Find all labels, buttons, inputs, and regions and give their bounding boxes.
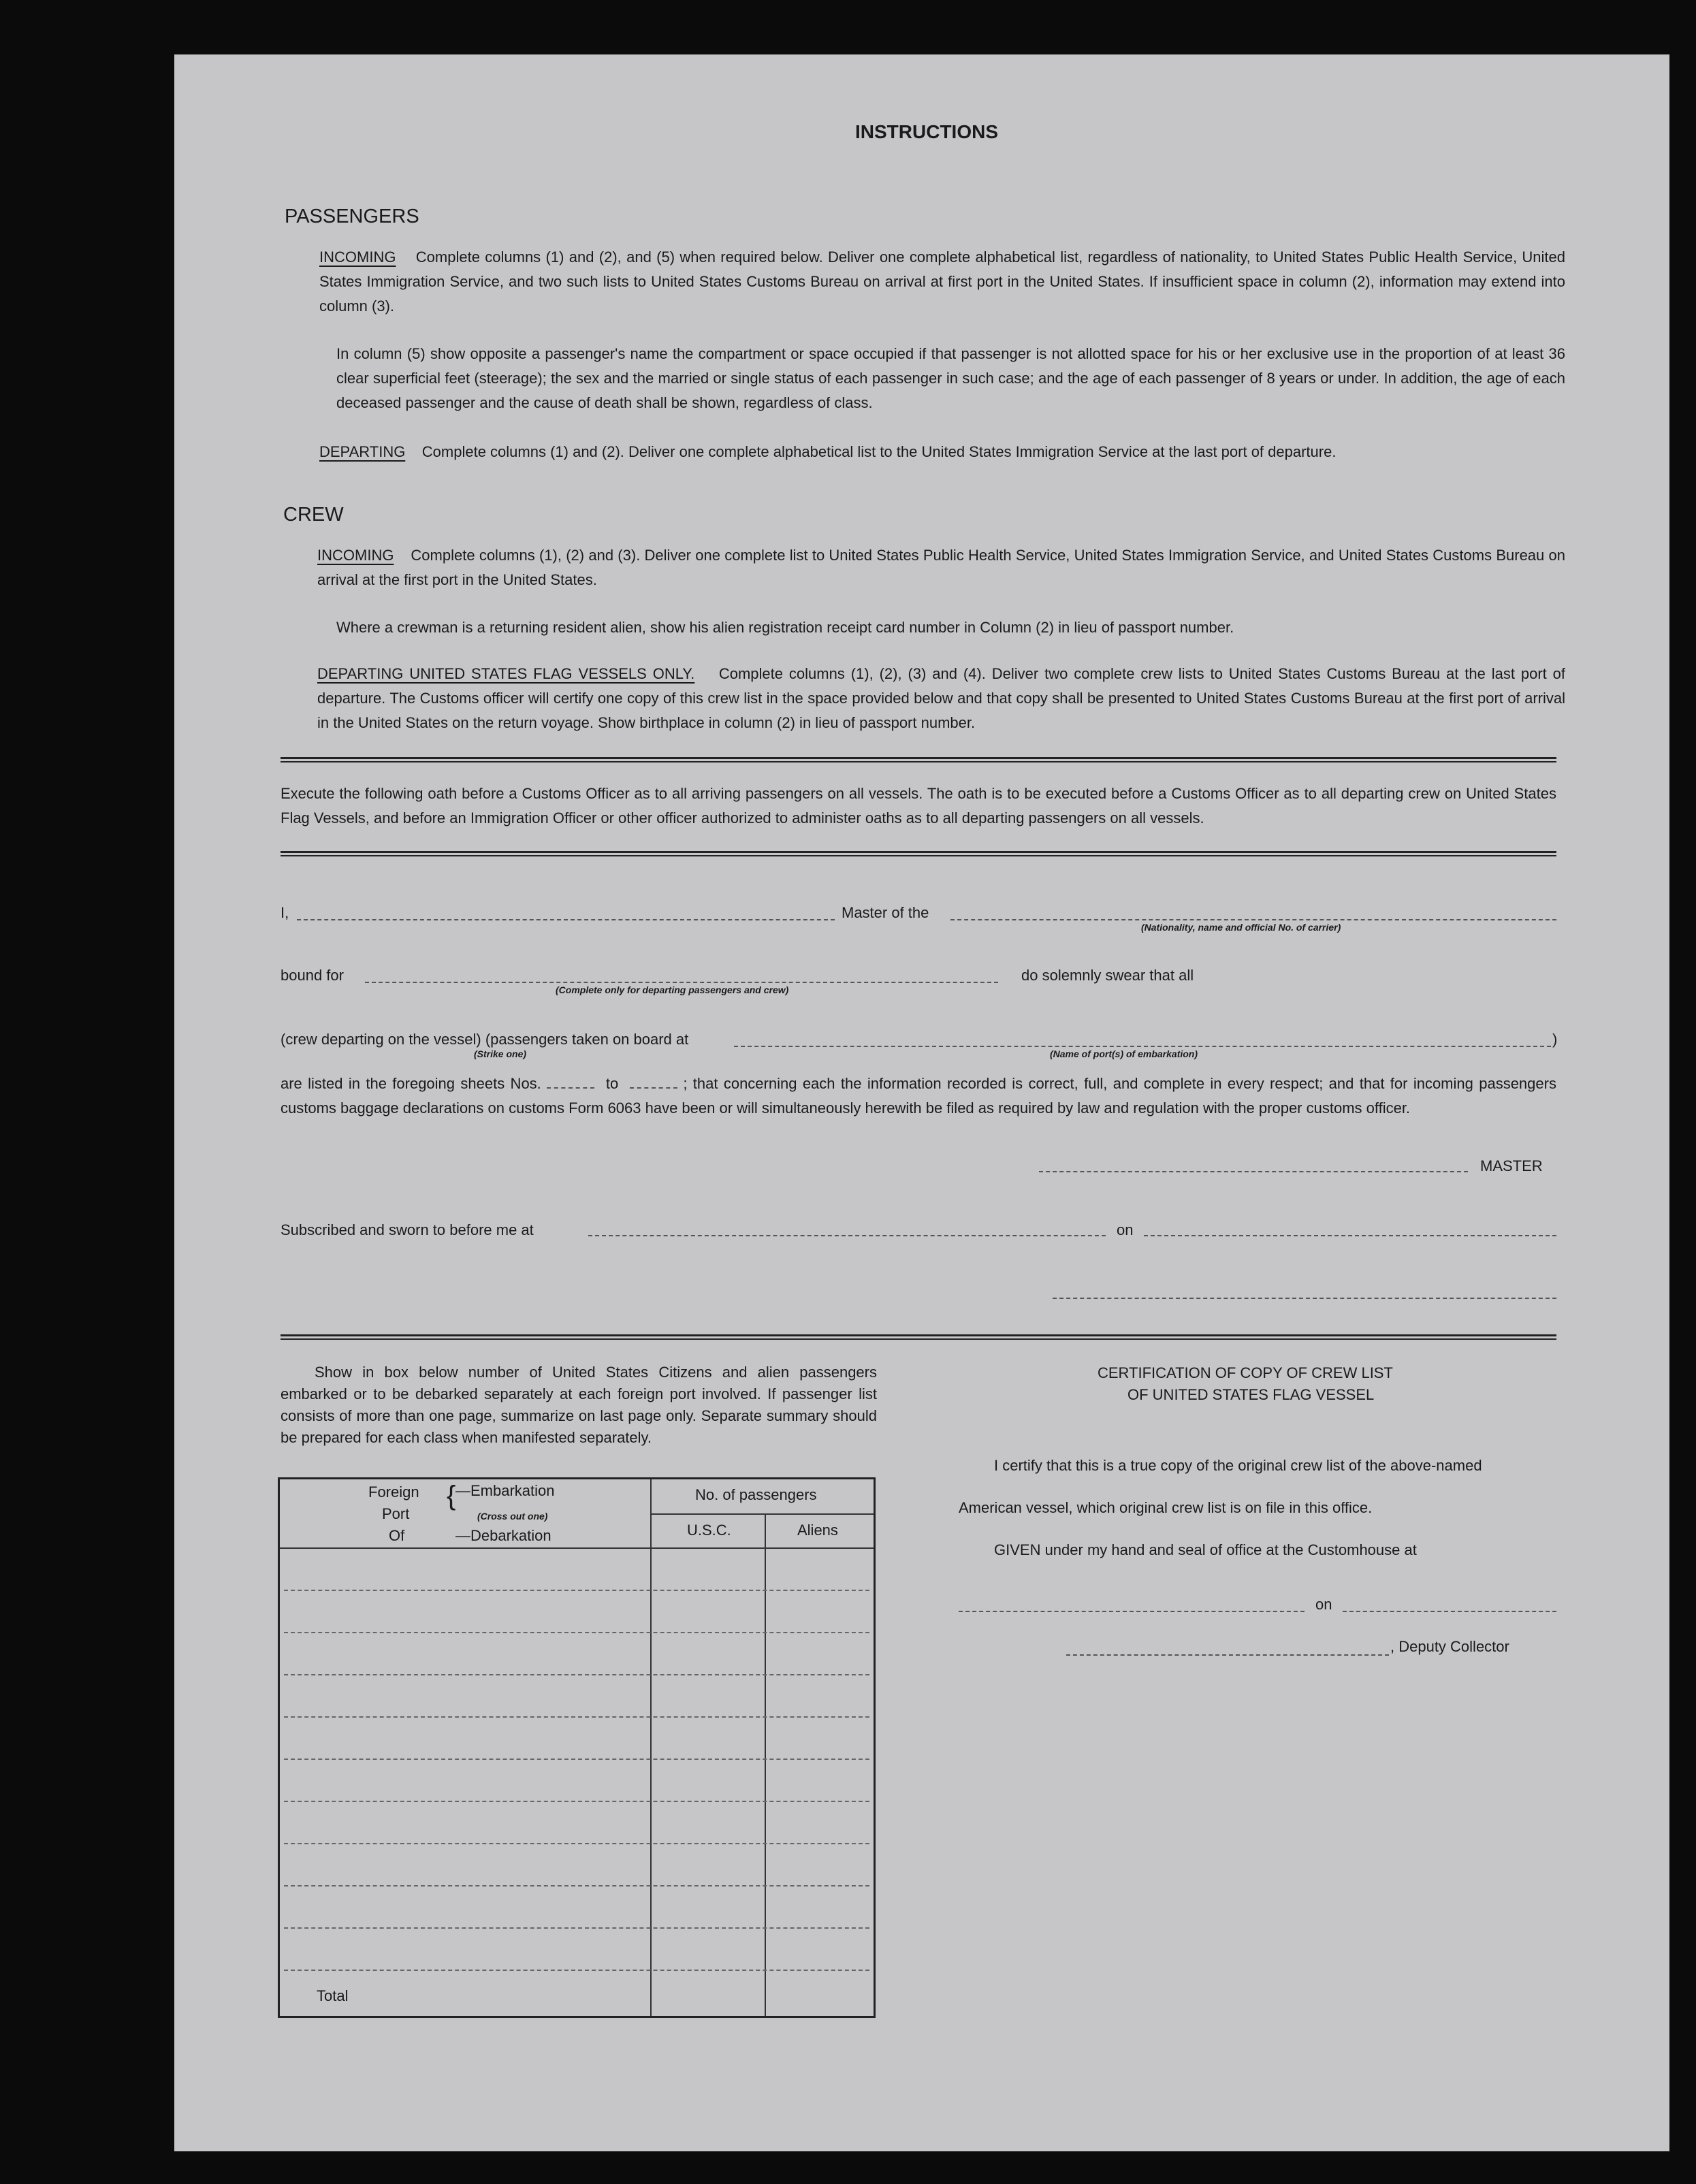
certification-line1: I certify that this is a true copy of the original crew list of the above-named [994,1457,1482,1474]
swear-label: do solemnly swear that all [1021,967,1194,984]
passengers-incoming-para2: In column (5) show opposite a passenger's name the compartment or space occupied if that passenger is not allotted space for his or her exclusive use in the proportion of at least 36 clear superficial feet (steerage); the sex and the married or single status of each passenger in such case; and the age of each passenger of 8 years or under. In addition, the age of each deceased passenger and the cause of death shall be shown, regardless of class. [336,345,1565,411]
port-note: (Name of port(s) of embarkation) [1050,1048,1198,1059]
section-divider [281,1334,1556,1340]
table-row[interactable] [284,1716,869,1718]
table-row[interactable] [284,1759,869,1760]
certification-on-label: on [1315,1596,1332,1613]
crew-incoming-paragraph [317,543,1565,592]
passengers-departing-label: DEPARTING [319,443,406,460]
table-row[interactable] [284,1970,869,1971]
deputy-signature-field[interactable] [1066,1654,1389,1656]
cross-out-note: (Cross out one) [477,1511,548,1522]
passengers-departing-paragraph [319,440,1565,464]
form-page [174,54,1669,2151]
crew-departing-text: Complete columns (1), (2), (3) and (4). Deliver two complete crew lists to United States Customs Bureau at the last port of departure. The Customs officer will certify one copy of this crew list in the space provided below and that copy shall be presented to United States Customs Bureau at the first port of arrival in the United States on the return voyage. Show birthplace in column (2) in lieu of passport number. [317,665,1565,731]
passengers-incoming-text: Complete columns (1) and (2), and (5) when required below. Deliver one complete alphabetical list, regardless of nationality, to United States Public Health Service, United States Immigration Service, and two such lists to United States Customs Bureau on arrival at first port in the United States. If insufficient space in column (2), information may extend into column (3). [319,248,1565,315]
sworn-on-label: on [1117,1221,1134,1238]
table-row[interactable] [284,1632,869,1633]
embarkation-label: —Embarkation [455,1482,555,1499]
crew-incoming-para2: Where a crewman is a returning resident alien, show his alien registration receipt card number in Column (2) in lieu of passport number. [336,619,1234,636]
total-label: Total [317,1987,349,2004]
oath-instructions: Execute the following oath before a Customs Officer as to all arriving passengers on all vessels. The oath is to be executed before a Customs Officer as to all departing crew on United States Flag Vessels, and before an Immigration Officer or other officer authorized to administer oaths as to all departing passengers on all vessels. [281,785,1556,826]
listed-paragraph [281,1072,1556,1121]
table-row[interactable] [284,1927,869,1929]
certification-date-field[interactable] [1343,1611,1556,1612]
master-name-field[interactable] [297,919,835,920]
to-label: to [605,1075,619,1092]
column-divider [765,1513,766,2016]
passenger-summary-table [278,1477,876,2018]
header-divider [650,1513,874,1515]
bound-for-label: bound for [281,967,344,984]
table-row[interactable] [284,1885,869,1886]
strike-one-note: (Strike one) [474,1048,527,1059]
crew-departing-paragraph [317,662,1565,735]
passengers-incoming-label: INCOMING [319,248,396,266]
customhouse-field[interactable] [959,1611,1305,1612]
passengers-heading: PASSENGERS [285,206,419,227]
close-paren: ) [1552,1031,1558,1048]
oath-i-label: I, [281,904,289,921]
crew-incoming-text: Complete columns (1), (2) and (3). Deliver one complete list to United States Public Health Service, United States Immigration Service, and United States Customs Bureau on arrival at the first port in the United States. [317,547,1565,588]
deputy-collector-label: , Deputy Collector [1390,1638,1509,1655]
carrier-field[interactable] [950,919,1556,920]
table-row[interactable] [284,1674,869,1675]
column-divider [650,1479,652,2016]
crew-passengers-label: (crew departing on the vessel) (passengers taken on board at [281,1031,689,1048]
certification-line2: American vessel, which original crew list is on file in this office. [959,1499,1373,1516]
passengers-departing-text: Complete columns (1) and (2). Deliver one complete alphabetical list to the United States Immigration Service at the last port of departure. [421,443,1337,460]
crew-heading: CREW [283,504,344,526]
aliens-header: Aliens [797,1522,838,1539]
certification-heading-line1: CERTIFICATION OF COPY OF CREW LIST [1098,1364,1393,1381]
crew-departing-label: DEPARTING UNITED STATES FLAG VESSELS ONLY. [317,665,695,682]
sworn-at-field[interactable] [588,1235,1106,1236]
subscribed-label: Subscribed and sworn to before me at [281,1221,534,1238]
listed-text-b: ; that concerning each the information recorded is correct, full, and complete in every respect; and that for incoming passengers customs baggage declarations on customs Form 6063 have been or will simultaneously herewith be filed as required by law and regulation with the proper customs officer. [281,1075,1556,1117]
no-of-passengers-header: No. of passengers [695,1486,817,1503]
certification-line3: GIVEN under my hand and seal of office at the Customhouse at [994,1541,1417,1558]
page-title: INSTRUCTIONS [855,121,998,142]
brace-top: { [447,1481,456,1511]
bound-for-field[interactable] [365,982,998,983]
foreign-label: Foreign [368,1483,419,1500]
header-bottom-line [280,1547,874,1549]
table-row[interactable] [284,1843,869,1844]
crew-incoming-label: INCOMING [317,547,394,564]
debarkation-label: —Debarkation [455,1527,551,1544]
section-divider [281,851,1556,856]
carrier-note: (Nationality, name and official No. of carrier) [1141,922,1341,933]
master-label: MASTER [1480,1157,1543,1174]
usc-header: U.S.C. [687,1522,731,1539]
certification-heading-line2: OF UNITED STATES FLAG VESSEL [1127,1386,1375,1403]
port-label: Port [382,1505,410,1522]
master-of-the-label: Master of the [842,904,929,921]
sheet-to-field[interactable] [630,1087,677,1089]
section-divider [281,757,1556,762]
passengers-incoming-paragraph [319,245,1565,319]
table-row[interactable] [284,1590,869,1591]
master-signature-field[interactable] [1039,1171,1468,1172]
listed-text-a: are listed in the foregoing sheets Nos. [281,1075,541,1092]
of-label: Of [389,1527,405,1544]
sheet-from-field[interactable] [547,1087,594,1089]
summary-intro: Show in box below number of United States Citizens and alien passengers embarked or to be debarked separately at each foreign port involved. If passenger list consists of more than one page, summarize on last page only. Separate summary should be prepared for each class when manifested separately. [281,1364,877,1446]
officer-signature-field[interactable] [1053,1298,1556,1299]
table-row[interactable] [284,1801,869,1802]
bound-for-note: (Complete only for departing passengers and crew) [556,984,789,995]
sworn-on-date-field[interactable] [1144,1235,1556,1236]
port-of-embarkation-field[interactable] [734,1046,1551,1047]
